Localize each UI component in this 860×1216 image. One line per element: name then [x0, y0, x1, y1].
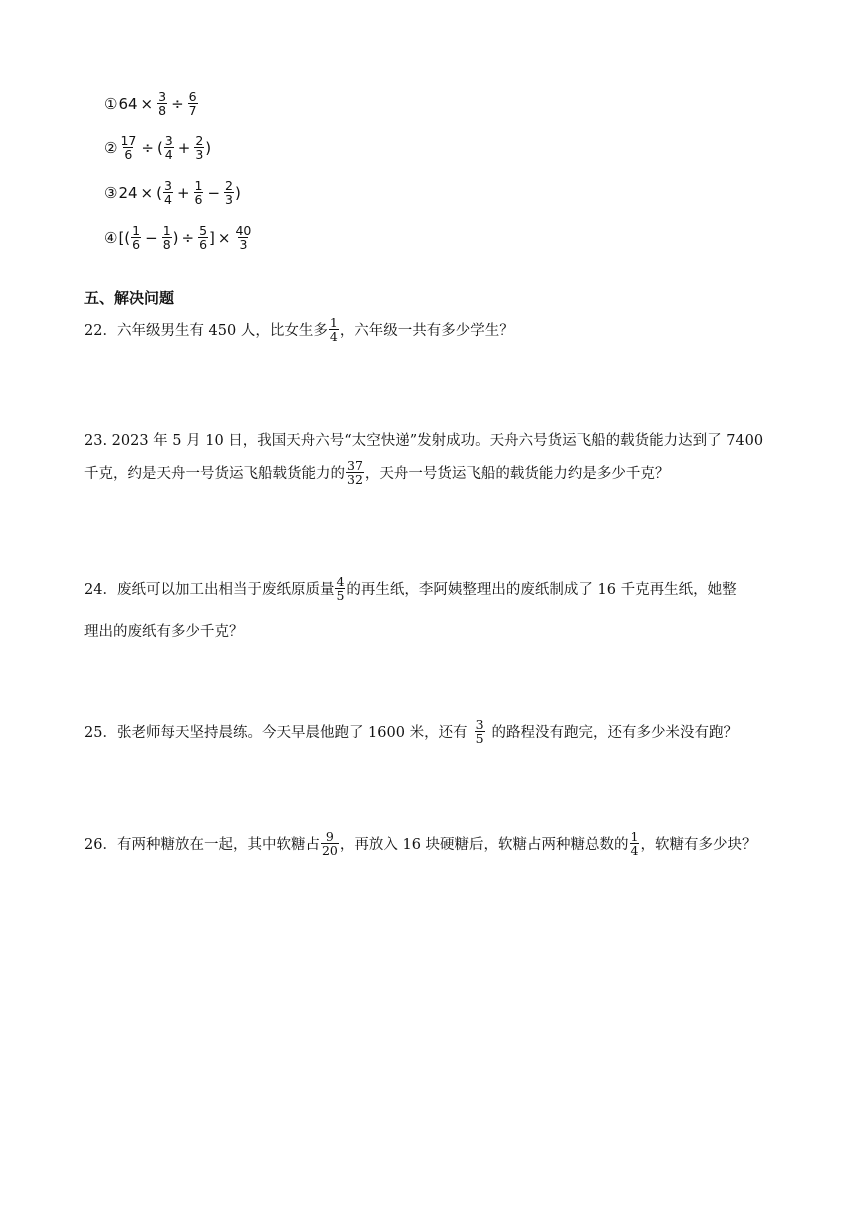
question-text: 的再生纸，李阿姨整理出的废纸制成了 16 千克再生纸，她整	[346, 582, 737, 599]
numerator: 3	[158, 89, 167, 104]
operator: ×	[140, 94, 154, 113]
calc-item-3	[104, 179, 241, 206]
paren: (	[156, 138, 163, 157]
operator: −	[145, 228, 158, 247]
numerator: 2	[225, 178, 233, 193]
numerator: 3	[163, 178, 172, 193]
item-number: ②	[104, 138, 118, 157]
question-26	[84, 830, 756, 857]
fraction	[198, 224, 208, 251]
question-text: ，六年级一共有多少学生？	[339, 323, 514, 340]
denominator: 3	[225, 192, 233, 208]
numerator: 3	[164, 133, 173, 148]
operator: +	[177, 138, 191, 157]
question-text: 26．有两种糖放在一起，其中软糖占	[84, 837, 320, 854]
fraction	[162, 224, 172, 251]
fraction	[119, 134, 137, 161]
fraction	[335, 575, 345, 602]
question-text: 的路程没有跑完，还有多少米没有跑？	[491, 725, 739, 742]
denominator: 6	[124, 147, 133, 163]
denominator: 4	[630, 843, 639, 859]
fraction	[329, 316, 339, 343]
question-text: 22．六年级男生有 450 人，比女生多	[84, 323, 328, 340]
question-24-line-2: 理出的废纸有多少千克？	[84, 624, 244, 640]
question-24-line-1	[84, 575, 737, 602]
section-title: 五、解决问题	[84, 289, 175, 307]
denominator: 32	[347, 472, 363, 488]
item-number: ①	[104, 94, 118, 113]
fraction	[630, 830, 640, 857]
numerator: 1	[162, 223, 171, 238]
fraction	[131, 224, 141, 251]
fraction	[188, 90, 198, 117]
fraction	[234, 224, 252, 251]
question-text: 24．废纸可以加工出相当于废纸原质量	[84, 582, 335, 599]
fraction	[224, 179, 234, 206]
question-25	[84, 718, 738, 745]
denominator: 8	[158, 103, 167, 119]
bracket: ]	[209, 228, 215, 247]
number: 24	[118, 183, 138, 202]
denominator: 5	[336, 588, 345, 604]
operator: +	[176, 183, 190, 202]
denominator: 6	[199, 237, 208, 253]
operator: ÷	[181, 228, 195, 247]
denominator: 4	[163, 192, 172, 208]
paren: )	[172, 228, 179, 247]
denominator: 5	[475, 731, 484, 747]
numerator: 2	[195, 133, 204, 148]
operator: ÷	[141, 138, 154, 157]
operator: ×	[217, 228, 231, 247]
question-22	[84, 316, 514, 343]
fraction	[321, 830, 339, 857]
numerator: 1	[329, 315, 338, 330]
denominator: 6	[132, 237, 141, 253]
bracket: [(	[118, 228, 131, 247]
denominator: 3	[239, 237, 248, 253]
denominator: 3	[195, 147, 204, 163]
question-text: ，天舟一号货运飞船的载货能力约是多少千克？	[364, 466, 670, 483]
calc-item-2	[104, 134, 211, 161]
denominator: 8	[162, 237, 171, 253]
denominator: 6	[194, 192, 203, 208]
denominator: 7	[188, 103, 197, 119]
numerator: 40	[235, 223, 252, 238]
numerator: 9	[325, 829, 334, 844]
paren: )	[205, 138, 212, 157]
calc-item-1	[104, 90, 199, 117]
fraction	[346, 459, 364, 486]
fraction	[475, 718, 485, 745]
fraction	[164, 134, 174, 161]
question-text: 千克，约是天舟一号货运飞船载货能力的	[84, 466, 345, 483]
denominator: 4	[329, 329, 338, 345]
numerator: 37	[347, 458, 363, 473]
question-23-line-2	[84, 459, 669, 486]
numerator: 17	[120, 133, 137, 148]
item-number: ③	[104, 183, 118, 202]
numerator: 1	[194, 178, 203, 193]
denominator: 20	[321, 843, 338, 859]
number: 64	[118, 94, 138, 113]
paren: )	[235, 183, 241, 202]
question-text: 25．张老师每天坚持晨练。今天早晨他跑了 1600 米，还有	[84, 725, 468, 742]
operator: ÷	[171, 94, 184, 113]
numerator: 1	[132, 223, 141, 238]
item-number: ④	[104, 228, 118, 247]
numerator: 5	[199, 223, 208, 238]
operator: ×	[140, 183, 154, 202]
numerator: 3	[475, 717, 484, 732]
operator: −	[207, 183, 221, 202]
calc-item-4	[104, 224, 253, 251]
fraction	[194, 179, 204, 206]
numerator: 6	[188, 89, 197, 104]
numerator: 1	[630, 829, 639, 844]
question-text: ，再放入 16 块硬糖后，软糖占两种糖总数的	[339, 837, 629, 854]
fraction	[194, 134, 204, 161]
numerator: 4	[336, 574, 345, 589]
denominator: 4	[164, 147, 173, 163]
fraction	[157, 90, 167, 117]
question-23-line-1: 23. 2023 年 5 月 10 日，我国天舟六号“太空快递”发射成功。天舟六号货运飞船的载货能力达到了 7400	[84, 433, 764, 449]
fraction	[163, 179, 173, 206]
question-text: ，软糖有多少块？	[640, 837, 757, 854]
paren: (	[156, 183, 162, 202]
